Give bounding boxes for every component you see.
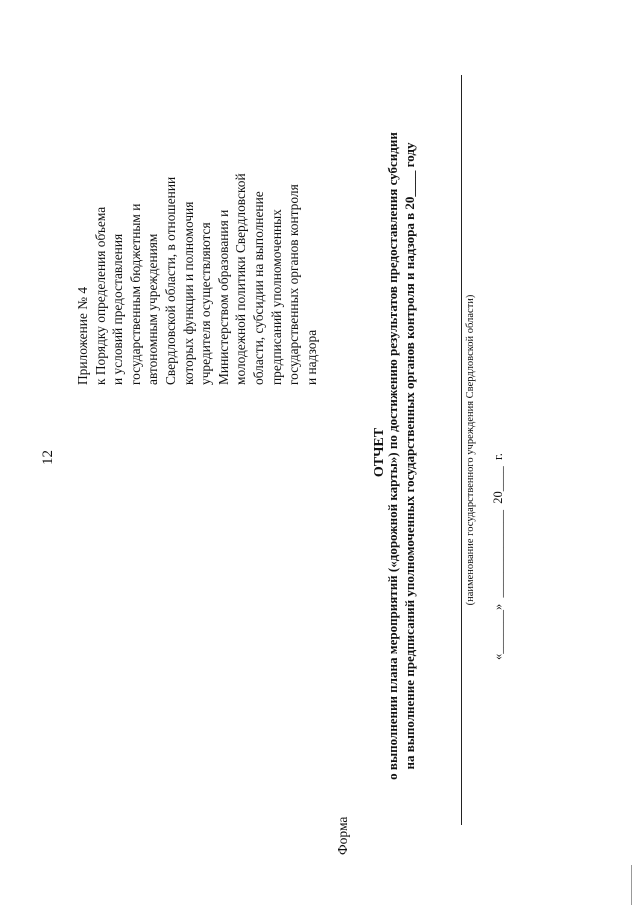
report-subtitle-line-2: на выполнение предписаний уполномоченных государственных органов контроля и надзора в 20____ году [402, 142, 417, 770]
appendix-line: Приложение № 4 [75, 286, 90, 385]
appendix-line: области, субсидии на выполнение [250, 191, 266, 385]
appendix-line: к Порядку определения объема [92, 206, 108, 385]
page-edge-rule [631, 865, 632, 905]
form-label: Форма [335, 816, 350, 855]
date-line: «_______» ______________ 20____ г. [491, 453, 505, 660]
appendix-line: и условий предоставления [110, 233, 126, 385]
appendix-line: автономным учреждениям [145, 233, 161, 385]
report-subtitle [384, 71, 418, 841]
appendix-line: государственным бюджетным и [127, 203, 143, 385]
appendix-line: которых функции и полномочия [180, 201, 196, 385]
report-subtitle-line-1: о выполнении плана мероприятий («дорожной карты») по достижению результатов предоставления субсидии [385, 132, 400, 780]
page-number: 12 [40, 450, 56, 465]
appendix-header [74, 20, 320, 385]
appendix-line: молодежной политики Свердловской [233, 173, 249, 385]
appendix-line: учредителя осуществляются [198, 222, 214, 385]
institution-name-line [461, 75, 462, 825]
appendix-line: государственных органов контроля [286, 184, 302, 385]
report-title: ОТЧЕТ [372, 427, 387, 478]
appendix-line: Свердловской области, в отношении [162, 176, 178, 385]
appendix-line: предписаний уполномоченных [268, 209, 284, 385]
institution-caption: (наименование государственного учреждения Свердловской области) [465, 294, 476, 606]
appendix-line: Министерством образования и [215, 209, 231, 385]
appendix-line: и надзора [303, 329, 319, 385]
